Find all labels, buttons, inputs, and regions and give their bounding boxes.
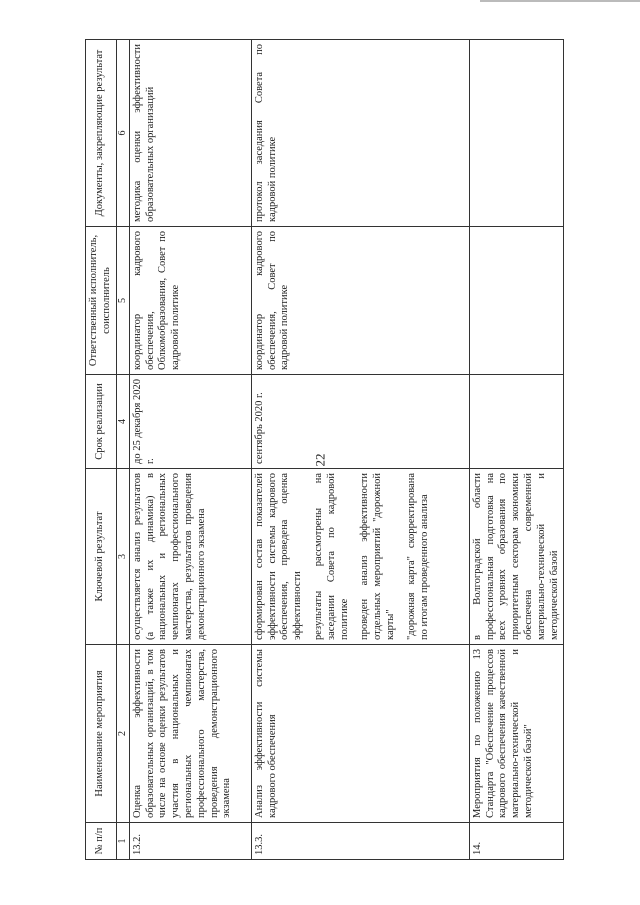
table-row: [129, 40, 251, 860]
result-item: сформирован состав показателей эффективности системы кадрового обеспечения, проведена оценка эффективности: [253, 473, 304, 640]
row-num: 13.2.: [129, 823, 251, 860]
header-name: Наименование мероприятия: [86, 645, 117, 823]
row-name: Оценка эффективности образовательных организаций, в том числе на основе оценки результатов участия в национальных и региональных чемпионатах профессионального мастерства, проведения демонстрационного экзамена: [129, 645, 251, 823]
row-executor: координатор кадрового обеспечения, Облкомобразования, Совет по кадровой политике: [129, 227, 251, 375]
row-docs: [469, 40, 564, 227]
row-executor: [469, 227, 564, 375]
row-term: [469, 375, 564, 469]
header-term: Срок реализации: [86, 375, 117, 469]
result-item: осуществляется анализ результатов (а также их динамика) в национальных и региональных чемпионатах профессионального мастерства, результатов проведения демонстрационного экзамена: [131, 473, 207, 640]
header-num: № п/п: [86, 823, 117, 860]
col-number: 4: [116, 375, 129, 469]
result-item: результаты рассмотрены на заседании Совета по кадровой политике: [312, 473, 350, 640]
row-result: [251, 469, 469, 645]
result-item: в Волгоградской области профессиональная подготовка на всех уровнях образования по приоритетным секторам экономики обеспечена современной материально-технической и методической базой: [471, 473, 560, 640]
column-number-row: [116, 40, 129, 860]
header-result: Ключевой результат: [86, 469, 117, 645]
page-number: 22: [312, 453, 327, 467]
row-name: Мероприятия по положению 13 Стандарта "Обеспечение процессов кадрового обеспечения качественной материально-технической и методической базой": [469, 645, 564, 823]
row-term: сентябрь 2020 г.: [251, 375, 469, 469]
row-num: 13.3.: [251, 823, 469, 860]
row-executor: координатор кадрового обеспечения, Совет по кадровой политике: [251, 227, 469, 375]
header-executor: Ответственный исполнитель, соисполнитель: [86, 227, 117, 375]
header-row: [86, 40, 117, 860]
row-num: 14.: [469, 823, 564, 860]
row-docs: протокол заседания Совета по кадровой политике: [251, 40, 469, 227]
table-row: [251, 40, 469, 860]
col-number: 2: [116, 645, 129, 823]
row-term: до 25 декабря 2020 г.: [129, 375, 251, 469]
header-docs: Документы, закрепляющие результат: [86, 40, 117, 227]
plan-table: [85, 39, 564, 860]
col-number: 6: [116, 40, 129, 227]
rotated-table-container: [85, 40, 640, 860]
row-name: Анализ эффективности системы кадрового обеспечения: [251, 645, 469, 823]
row-docs: методика оценки эффективности образовательных организаций: [129, 40, 251, 227]
row-result: [129, 469, 251, 645]
row-result: [469, 469, 564, 645]
col-number: 5: [116, 227, 129, 375]
col-number: 1: [116, 823, 129, 860]
result-item: "дорожная карта" скорректирована по итогам проведенного анализа: [405, 473, 430, 640]
scan-edge-line: [480, 0, 640, 2]
table-row: [469, 40, 564, 860]
result-item: проведен анализ эффективности отдельных мероприятий "дорожной карты": [359, 473, 396, 640]
col-number: 3: [116, 469, 129, 645]
